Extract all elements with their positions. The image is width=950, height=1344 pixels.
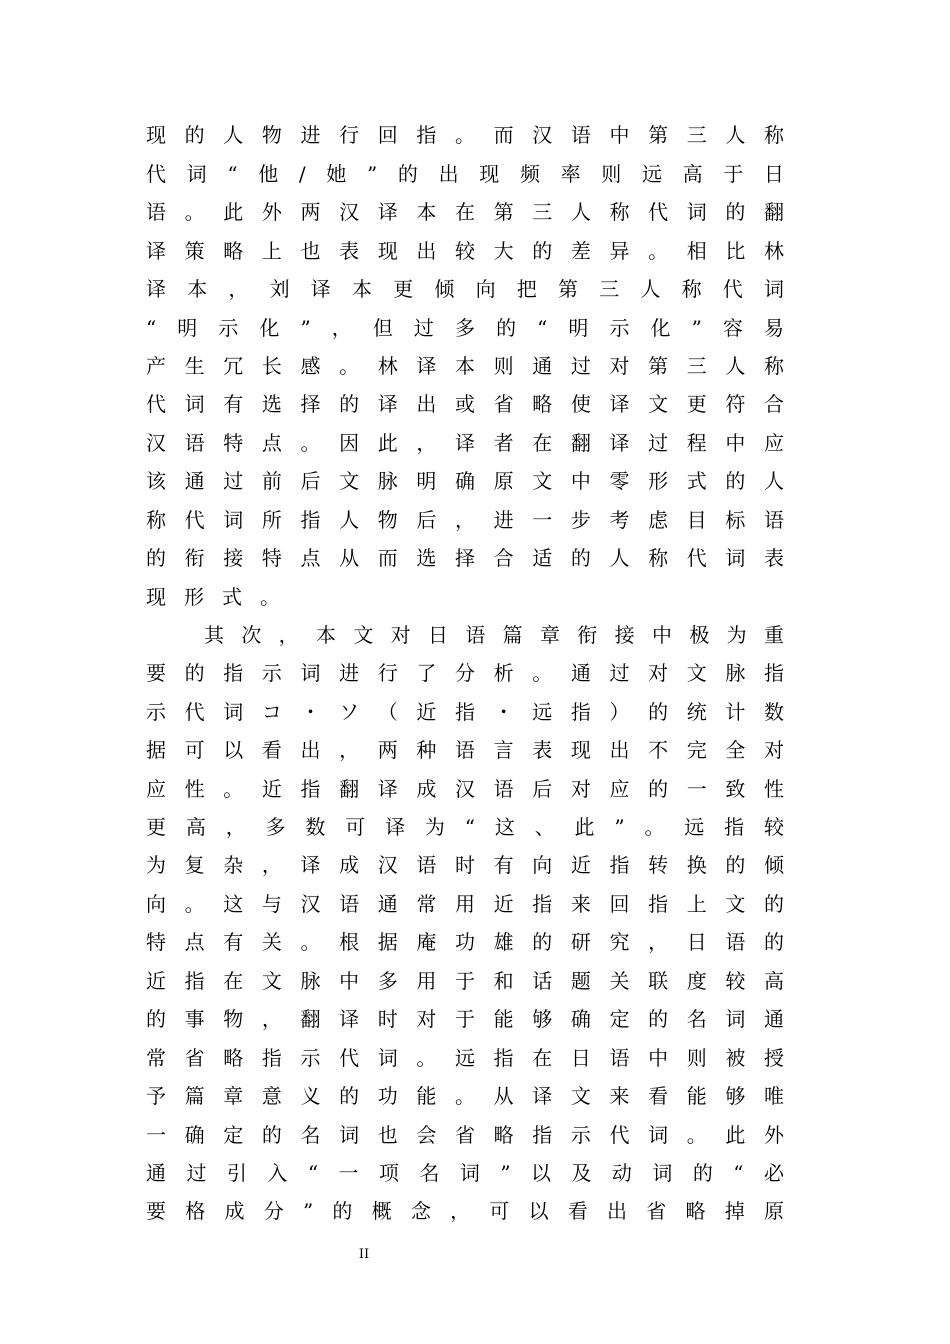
text-line: 要的指示词进行了分析。通过对文脉指 [146, 661, 784, 685]
text-line: “明示化”，但过多的“明示化”容易 [146, 316, 784, 340]
text-line: 称代词所指人物后，进一步考虑目标语 [146, 508, 784, 532]
text-line: 汉语特点。因此，译者在翻译过程中应 [146, 431, 784, 455]
text-line: 代词有选择的译出或省略使译文更符合 [146, 392, 784, 416]
text-line: 的衔接特点从而选择合适的人称代词表 [146, 546, 784, 570]
text-line: 据可以看出，两种语言表现出不完全对 [146, 738, 784, 762]
text-line: 常省略指示代词。远指在日语中则被授 [146, 1046, 784, 1070]
text-line: 向。这与汉语通常用近指来回指上文的 [146, 892, 784, 916]
text-line: 予篇章意义的功能。从译文来看能够唯 [146, 1084, 784, 1108]
text-line: 译策略上也表现出较大的差异。相比林 [146, 239, 784, 263]
text-line: 特点有关。根据庵功雄的研究，日语的 [146, 930, 784, 954]
text-line: 应性。近指翻译成汉语后对应的一致性 [146, 777, 784, 801]
text-line: 产生冗长感。林译本则通过对第三人称 [146, 354, 784, 378]
text-line: 现形式。 [146, 585, 298, 609]
text-line: 更高，多数可译为“这、此”。远指较 [146, 815, 784, 839]
text-line: 该通过前后文脉明确原文中零形式的人 [146, 469, 784, 493]
text-line: 为复杂，译成汉语时有向近指转换的倾 [146, 853, 784, 877]
text-line: 译本，刘译本更倾向把第三人称代词 [146, 277, 784, 301]
text-line: 近指在文脉中多用于和话题关联度较高 [146, 969, 784, 993]
text-line: 要格成分”的概念，可以看出省略掉原 [146, 1199, 784, 1223]
page-number: II [358, 1247, 370, 1262]
text-line: 语。此外两汉译本在第三人称代词的翻 [146, 200, 784, 224]
text-line: 通过引入“一项名词”以及动词的“必 [146, 1161, 784, 1185]
text-line: 代词“他/她”的出现频率则远高于日 [146, 162, 784, 186]
text-line: 其次，本文对日语篇章衔接中极为重 [204, 623, 784, 647]
text-line: 示代词コ・ソ（近指・远指）的统计数 [146, 700, 784, 724]
text-line: 现的人物进行回指。而汉语中第三人称 [146, 123, 784, 147]
text-line: 的事物，翻译时对于能够确定的名词通 [146, 1007, 784, 1031]
text-line: 一确定的名词也会省略指示代词。此外 [146, 1123, 784, 1147]
